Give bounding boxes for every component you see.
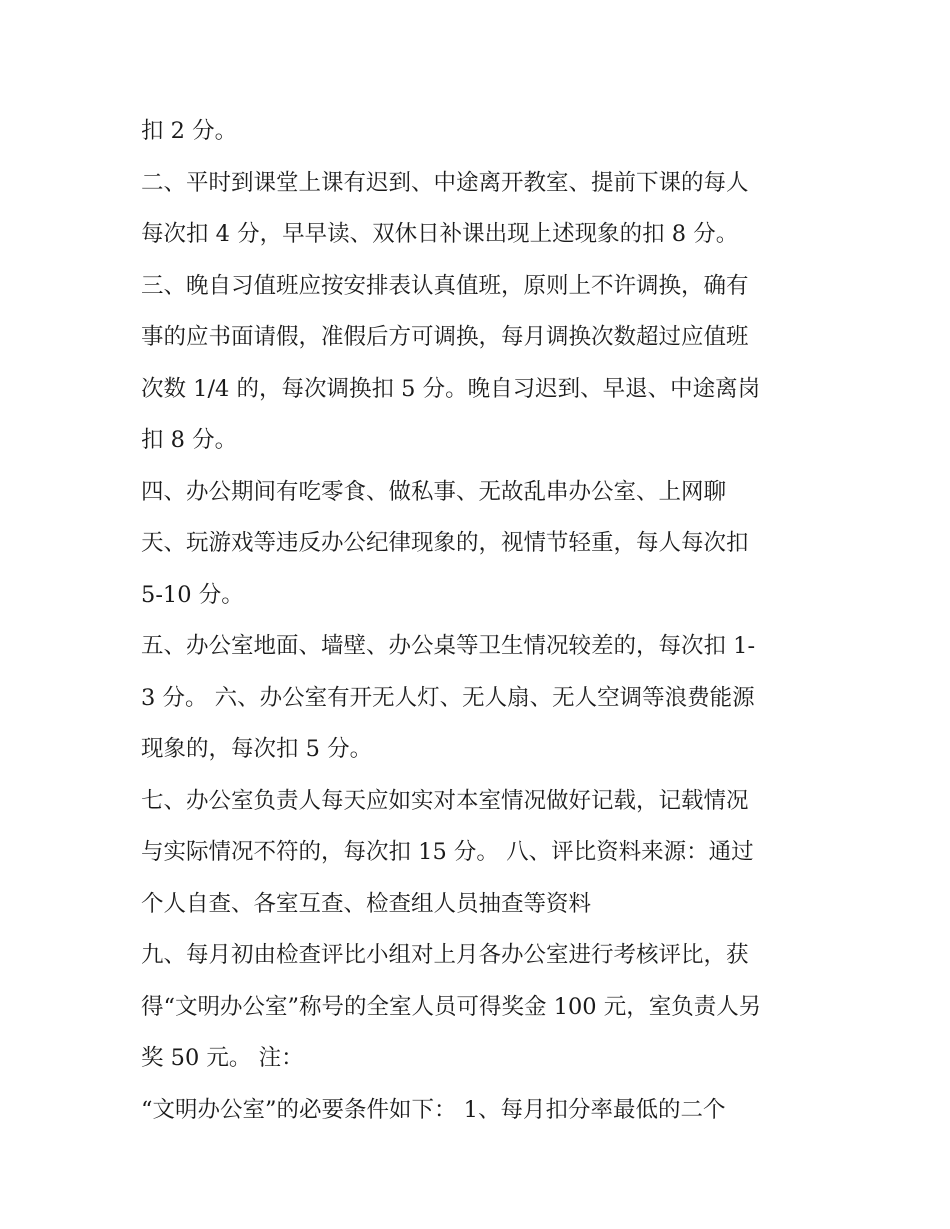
- text-line: 四、办公期间有吃零食、做私事、无故乱串办公室、上网聊: [141, 478, 727, 505]
- text-line: 5-10 分。: [141, 581, 244, 608]
- text-line: 现象的，每次扣 5 分。: [141, 736, 373, 762]
- text-line: 扣 8 分。: [141, 427, 238, 453]
- text-line: 七、办公室负责人每天应如实对本室情况做好记载，记载情况: [141, 787, 749, 814]
- text-line: 个人自查、各室互查、检查组人员抽查等资料: [141, 890, 592, 917]
- text-line: 得“文明办公室”称号的全室人员可得奖金 100 元，室负责人另: [141, 993, 762, 1020]
- text-line: 次数 1/4 的，每次调换扣 5 分。晚自习迟到、早退、中途离岗: [141, 375, 761, 402]
- text-line: 五、办公室地面、墙壁、办公桌等卫生情况较差的，每次扣 1-: [141, 633, 756, 659]
- text-line: 扣 2 分。: [141, 118, 238, 144]
- text-line: 九、每月初由检查评比小组对上月各办公室进行考核评比，获: [141, 942, 749, 968]
- text-line: “文明办公室”的必要条件如下： 1、每月扣分率最低的二个: [141, 1096, 726, 1123]
- text-line: 每次扣 4 分，早早读、双休日补课出现上述现象的扣 8 分。: [141, 221, 739, 247]
- text-line: 三、晚自习值班应按安排表认真值班，原则上不许调换，确有: [141, 272, 749, 299]
- text-line: 奖 50 元。 注：: [141, 1045, 304, 1071]
- text-line: 二、平时到课堂上课有迟到、中途离开教室、提前下课的每人: [141, 169, 749, 196]
- text-line: 3 分。 六、办公室有开无人灯、无人扇、无人空调等浪费能源: [141, 684, 755, 711]
- body-text: [141, 106, 821, 1136]
- text-line: 与实际情况不符的，每次扣 15 分。 八、评比资料来源：通过: [141, 839, 754, 865]
- text-line: 天、玩游戏等违反办公纪律现象的，视情节轻重，每人每次扣: [141, 530, 749, 556]
- text-line: 事的应书面请假，准假后方可调换，每月调换次数超过应值班: [141, 324, 749, 350]
